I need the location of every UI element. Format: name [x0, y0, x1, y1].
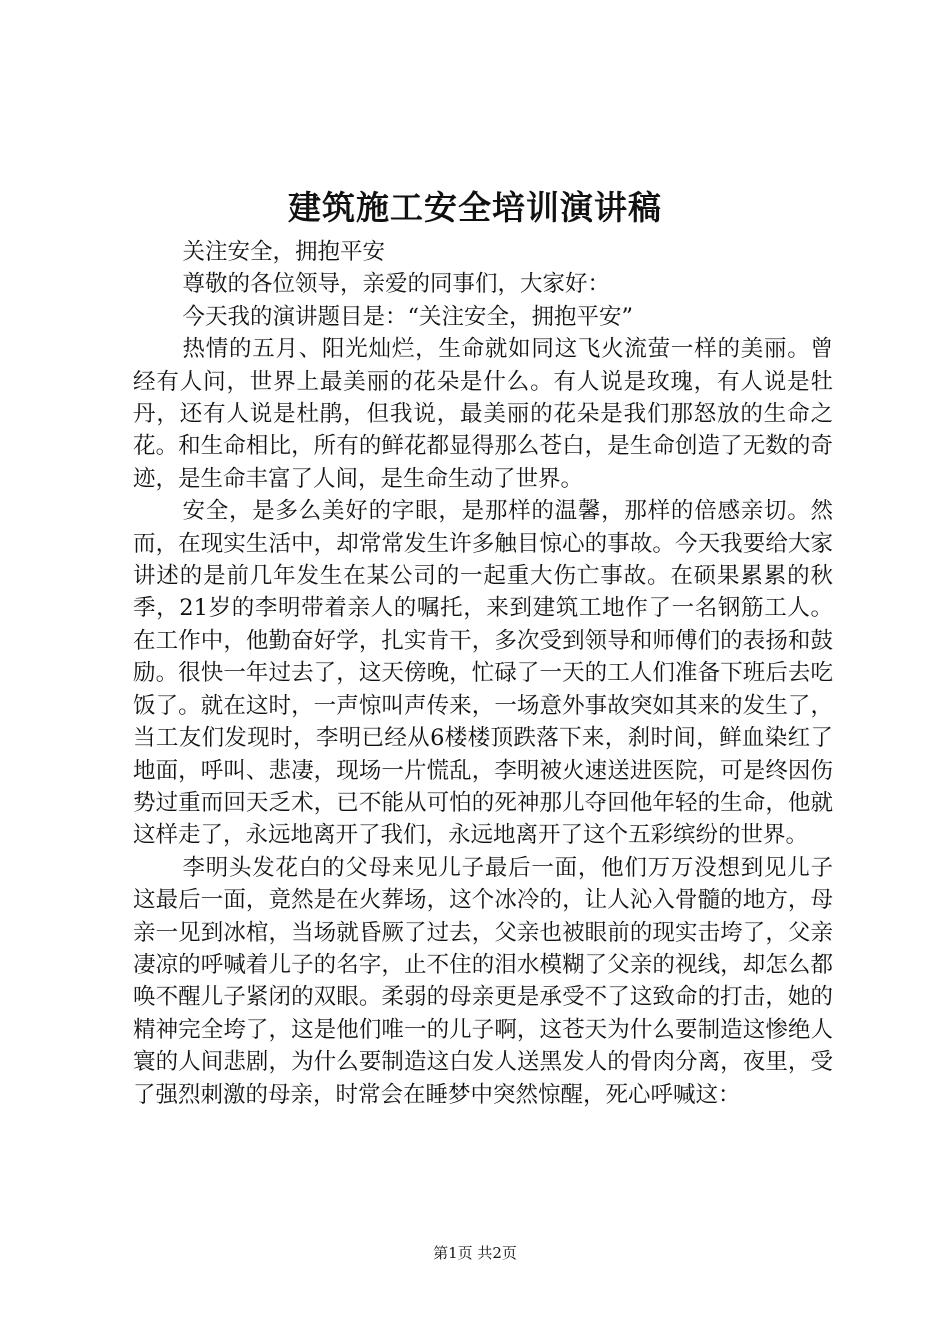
document-title: 建筑施工安全培训演讲稿	[288, 188, 662, 227]
paragraph: 李明头发花白的父母来见儿子最后一面，他们万万没想到见儿子这最后一面，竟然是在火葬场，这个冰冷的，让人沁入骨髓的地方，母亲一见到冰棺，当场就昏厥了过去，父亲也被眼前的现实击垮了，父亲凄凉的呼喊着儿子的名字，止不住的泪水模糊了父亲的视线，却怎么都唤不醒儿子紧闭的双眼。柔弱的母亲更是承受不了这致命的打击，她的精神完全垮了，这是他们唯一的儿子啊，这苍天为什么要制造这惨绝人寰的人间悲剧，为什么要制造这白发人送黑发人的骨肉分离，夜里，受了强烈刺激的母亲，时常会在睡梦中突然惊醒，死心呼喊这：	[133, 854, 833, 1108]
paragraph-heading: 关注安全，拥抱平安	[182, 239, 386, 265]
paragraph-greeting: 尊敬的各位领导，亲爱的同事们，大家好：	[182, 271, 611, 298]
paragraph-topic: 今天我的演讲题目是：“关注安全，拥抱平安”	[182, 303, 634, 330]
document-body	[133, 236, 833, 1111]
paragraph: 热情的五月、阳光灿烂，生命就如同这飞火流萤一样的美丽。曾经有人问，世界上最美丽的花朵是什么。有人说是玫瑰，有人说是牡丹，还有人说是杜鹃，但我说，最美丽的花朵是我们那怒放的生命之花。和生命相比，所有的鲜花都显得那么苍白，是生命创造了无数的奇迹，是生命丰富了人间，是生命生动了世界。	[133, 336, 833, 492]
paragraph: 安全，是多么美好的字眼，是那样的温馨，那样的倍感亲切。然而，在现实生活中，却常常发生许多触目惊心的事故。今天我要给大家讲述的是前几年发生在某公司的一起重大伤亡事故。在硕果累累的秋季，21岁的李明带着亲人的嘱托，来到建筑工地作了一名钢筋工人。在工作中，他勤奋好学，扎实肯干，多次受到领导和师傅们的表扬和鼓励。很快一年过去了，这天傍晚，忙碌了一天的工人们准备下班后去吃饭了。就在这时，一声惊叫声传来，一场意外事故突如其来的发生了，当工友们发现时，李明已经从6楼楼顶跌落下来，刹时间，鲜血染红了地面，呼叫、悲凄，现场一片慌乱，李明被火速送进医院，可是终因伤势过重而回天乏术，已不能从可怕的死神那儿夺回他年轻的生命，他就这样走了，永远地离开了我们，永远地离开了这个五彩缤纷的世界。	[133, 498, 833, 849]
page-number-footer: 第1页 共2页	[433, 1244, 517, 1262]
